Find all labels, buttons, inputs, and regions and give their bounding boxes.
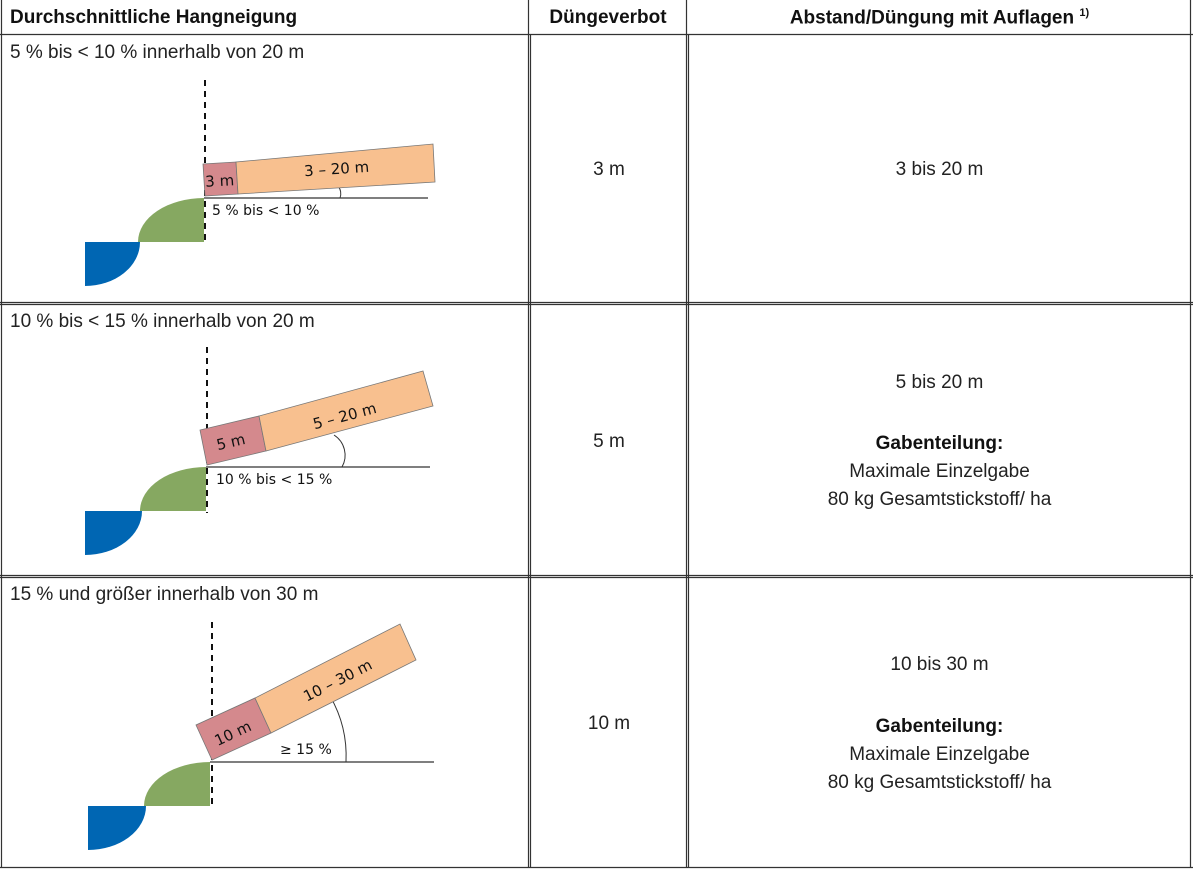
row2-split-line1: Maximale Einzelgabe [849,461,1030,482]
ban-zone-label: 5 m [214,430,247,455]
row2-split-line2: 80 kg Gesamtstickstoff/ ha [827,489,1052,510]
row3-split-line1: Maximale Einzelgabe [849,744,1030,765]
water-shape [85,242,140,286]
range-zone-label: 3 – 20 m [303,157,370,181]
slope-label: 10 % bis < 15 % [216,472,333,488]
header-distance-label: Abstand/Düngung mit Auflagen [789,7,1075,29]
row3-slope-diagram [84,620,444,856]
row2-title: 10 % bis < 15 % innerhalb von 20 m [10,311,315,332]
ban-zone-label: 3 m [204,171,235,191]
bank-shape [140,467,206,511]
row1-ban-value: 3 m [593,159,625,180]
row3-split-title: Gabenteilung: [875,716,1004,737]
row1-distance-value: 3 bis 20 m [895,159,984,180]
header-distance [689,7,1190,29]
row2-distance-value: 5 bis 20 m [895,372,984,393]
row2-ban-value: 5 m [593,431,625,452]
row2-split-title: Gabenteilung: [875,433,1004,454]
range-zone-label: 10 – 30 m [300,655,376,706]
bank-shape [144,762,210,806]
ban-zone-label: 10 m [211,717,255,750]
row3-split-line2: 80 kg Gesamtstickstoff/ ha [827,772,1052,793]
water-shape [85,511,142,555]
slope-label: ≥ 15 % [280,742,332,758]
row2-slope-diagram [80,345,440,559]
range-zone-label: 5 – 20 m [310,399,379,434]
row3-ban-value: 10 m [587,713,631,734]
row1-slope-diagram [80,78,440,290]
row1-title: 5 % bis < 10 % innerhalb von 20 m [10,42,305,63]
slope-angle-arc [330,696,346,762]
water-shape [88,806,146,850]
slope-label: 5 % bis < 10 % [212,203,320,219]
header-slope: Durchschnittliche Hangneigung [10,7,298,28]
header-ban: Düngeverbot [549,7,667,28]
slope-angle-arc [334,435,345,467]
header-footnote-mark: 1) [1079,7,1090,19]
row3-distance-value: 10 bis 30 m [890,654,989,675]
row3-title: 15 % und größer innerhalb von 30 m [10,584,319,605]
bank-shape [138,198,204,242]
